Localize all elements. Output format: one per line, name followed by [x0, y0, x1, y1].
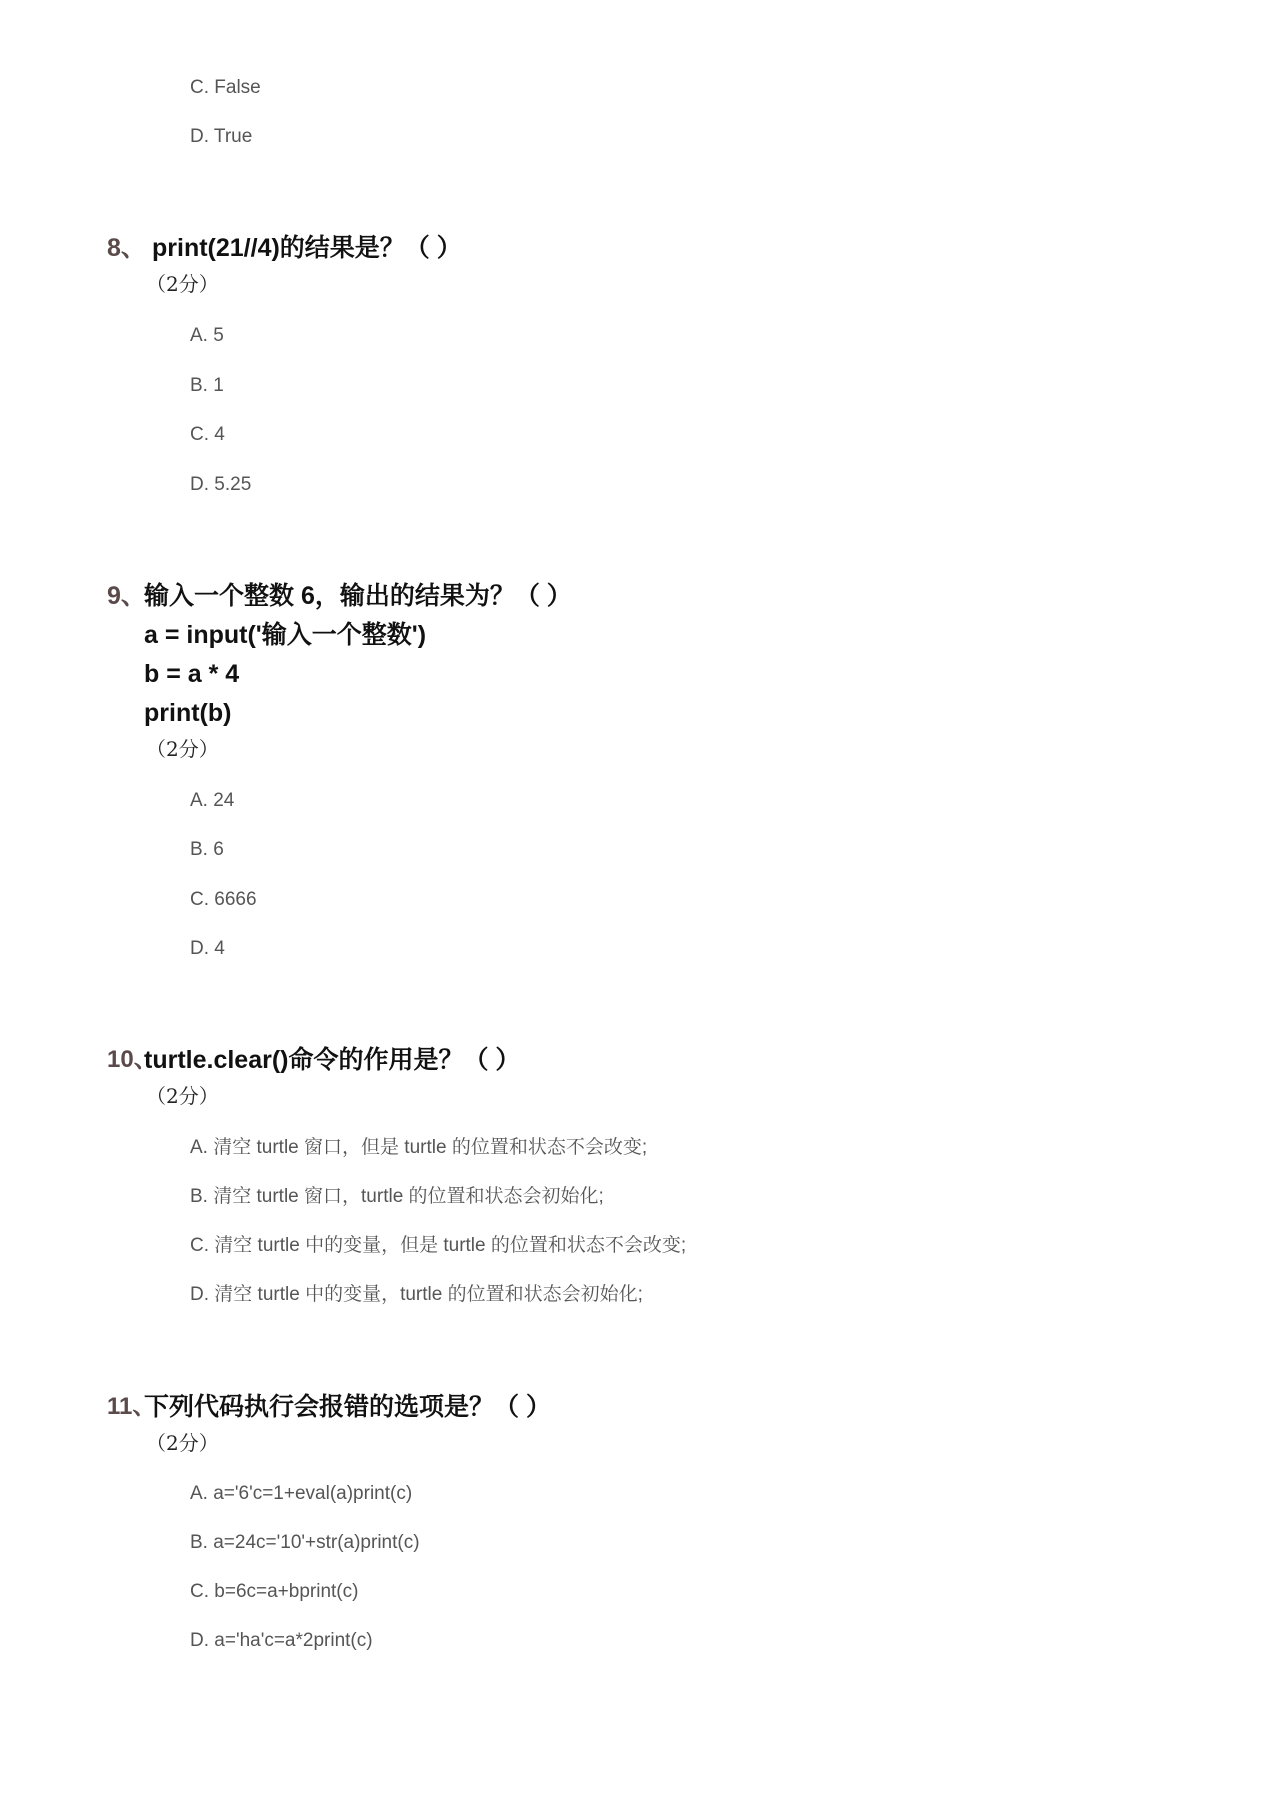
question-number: 10、 [107, 1046, 158, 1073]
option-c[interactable]: C. 6666 [190, 889, 257, 910]
question-number: 9、 [107, 582, 146, 610]
option-c[interactable]: C. False [190, 77, 261, 98]
option-d[interactable]: D. 清空 turtle 中的变量，turtle 的位置和状态会初始化; [190, 1284, 643, 1305]
option-b[interactable]: B. 1 [190, 375, 224, 396]
question-code-line: b = a * 4 [144, 660, 240, 688]
option-d[interactable]: D. 5.25 [190, 474, 252, 495]
option-b[interactable]: B. 6 [190, 839, 224, 860]
option-a[interactable]: A. a='6'c=1+eval(a)print(c) [190, 1483, 413, 1504]
option-c[interactable]: C. b=6c=a+bprint(c) [190, 1581, 359, 1602]
question-number: 11、 [107, 1393, 157, 1420]
question-score: （2分） [146, 272, 219, 296]
option-a[interactable]: A. 清空 turtle 窗口，但是 turtle 的位置和状态不会改变; [190, 1137, 648, 1158]
question-score: （2分） [146, 1431, 219, 1455]
question-text: 下列代码执行会报错的选项是？（ ） [144, 1393, 551, 1421]
option-d[interactable]: D. a='ha'c=a*2print(c) [190, 1630, 373, 1651]
option-d[interactable]: D. True [190, 126, 253, 147]
question-code-line: a = input('输入一个整数') [144, 621, 427, 649]
question-code-line: print(b) [144, 699, 232, 727]
question-number: 8、 [107, 234, 146, 262]
option-c[interactable]: C. 清空 turtle 中的变量，但是 turtle 的位置和状态不会改变; [190, 1235, 687, 1256]
question-text: print(21//4)的结果是？（ ） [152, 234, 462, 262]
option-b[interactable]: B. 清空 turtle 窗口，turtle 的位置和状态会初始化; [190, 1186, 604, 1207]
option-d[interactable]: D. 4 [190, 938, 225, 959]
question-score: （2分） [146, 737, 219, 761]
option-a[interactable]: A. 24 [190, 790, 235, 811]
option-c[interactable]: C. 4 [190, 424, 225, 445]
question-text: 输入一个整数 6，输出的结果为？（ ） [144, 582, 572, 610]
option-a[interactable]: A. 5 [190, 325, 224, 346]
question-text: turtle.clear()命令的作用是？（ ） [144, 1046, 521, 1074]
question-score: （2分） [146, 1084, 219, 1108]
option-b[interactable]: B. a=24c='10'+str(a)print(c) [190, 1532, 420, 1553]
